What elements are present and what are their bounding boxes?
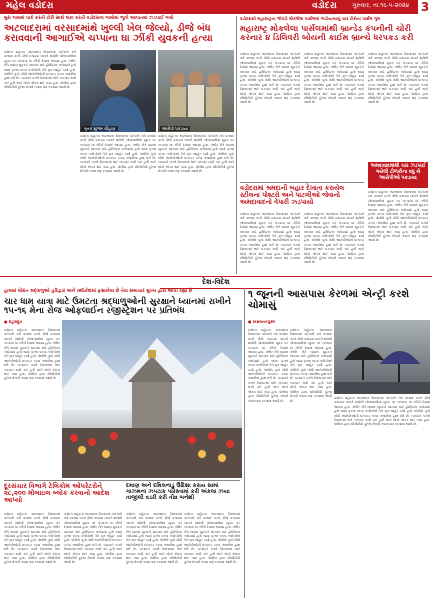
kerala-body-col2: વડોદરા શહેરના અટલાદરા વિસ્તારમાં ગઈકાલે રાત્રે વરસાદ વચ્ચે ડીજે વગાડવા બાબતે થયેલી બોલાચાલીમાં યુવક પર ચપ્પાના ઘા ઝીંકી દેવામાં આવ્યા હતા. ગંભીર રીતે ઘાયલ યુવકને સારવાર માટે હોસ્પિટલ ખસેડાયો હતો જ્યાં ફરજ પરના તબીબોએ તેને મૃત જાહેર કર્યો હતો. પોલીસે ગુનો નોંધી આરોપીઓની ધરપકડ કરવા તજવીજ હાથ ધરી છે. બનાવને પગલે વિસ્તારમાં ભારે ચકચાર મચી ગઈ હતી અને લોકો એકત્ર થઈ ગયા હતા. પોલીસ દ્વારા સીસીટીવી ફૂટેજ મેળવી તપાસ શરૂ કરવામાં આવી છે.	[290, 328, 332, 403]
story2-body-col1: વડોદરા શહેરના અટલાદરા વિસ્તારમાં ગઈકાલે રાત્રે વરસાદ વચ્ચે ડીજે વગાડવા બાબતે થયેલી બોલાચાલીમાં યુવક પર ચપ્પાના ઘા ઝીંકી દેવામાં આવ્યા હતા. ગંભીર રીતે ઘાયલ યુવકને સારવાર માટે હોસ્પિટલ ખસેડાયો હતો જ્યાં ફરજ પરના તબીબોએ તેને મૃત જાહેર કર્યો હતો. પોલીસે ગુનો નોંધી આરોપીઓની ધરપકડ કરવા તજવીજ હાથ ધરી છે. બનાવને પગલે વિસ્તારમાં ભારે ચકચાર મચી ગઈ હતી અને લોકો એકત્ર થઈ ગયા હતા. પોલીસ દ્વારા સીસીટીવી ફૂટેજ મેળવી તપાસ શરૂ કરવામાં આવી છે.	[240, 52, 300, 105]
story3-body-col1: વડોદરા શહેરના અટલાદરા વિસ્તારમાં ગઈકાલે રાત્રે વરસાદ વચ્ચે ડીજે વગાડવા બાબતે થયેલી બોલાચાલીમાં યુવક પર ચપ્પાના ઘા ઝીંકી દેવામાં આવ્યા હતા. ગંભીર રીતે ઘાયલ યુવકને સારવાર માટે હોસ્પિટલ ખસેડાયો હતો જ્યાં ફરજ પરના તબીબોએ તેને મૃત જાહેર કર્યો હતો. પોલીસે ગુનો નોંધી આરોપીઓની ધરપકડ કરવા તજવીજ હાથ ધરી છે. બનાવને પગલે વિસ્તારમાં ભારે ચકચાર મચી ગઈ હતી અને લોકો એકત્ર થઈ ગયા હતા. પોલીસ દ્વારા સીસીટીવી ફૂટેજ મેળવી તપાસ શરૂ કરવામાં આવી છે.	[240, 212, 300, 265]
story2-headline: મહારાષ્ટ્ર મોકલેલા પાર્સલમાંથી બ્રાન્ડેડ કંપનીની ચોરી કરનાર ૪ ડિલિવરી બોયની કાઈમ બ્રાન્ચે ધરપકડ કરી	[240, 23, 414, 42]
kerala-rain-photo	[334, 320, 430, 394]
group-people-icon	[158, 50, 234, 132]
national-headline: ચાર ધામ યાત્રા માટે ઉમટતા શ્રદ્ધાળુઓની સુરક્ષાને ધ્યાનમાં રાખીને ૧૫-૧૬ મેના રોજ ઓફલાઈન રજીસ્ટ્રેશન પર પ્રતિબંધ	[4, 297, 232, 317]
story2-body-col2: વડોદરા શહેરના અટલાદરા વિસ્તારમાં ગઈકાલે રાત્રે વરસાદ વચ્ચે ડીજે વગાડવા બાબતે થયેલી બોલાચાલીમાં યુવક પર ચપ્પાના ઘા ઝીંકી દેવામાં આવ્યા હતા. ગંભીર રીતે ઘાયલ યુવકને સારવાર માટે હોસ્પિટલ ખસેડાયો હતો જ્યાં ફરજ પરના તબીબોએ તેને મૃત જાહેર કર્યો હતો. પોલીસે ગુનો નોંધી આરોપીઓની ધરપકડ કરવા તજવીજ હાથ ધરી છે. બનાવને પગલે વિસ્તારમાં ભારે ચકચાર મચી ગઈ હતી અને લોકો એકત્ર થઈ ગયા હતા. પોલીસ દ્વારા સીસીટીવી ફૂટેજ મેળવી તપાસ શરૂ કરવામાં આવી છે.	[304, 52, 364, 105]
bottom-left-body-col2: વડોદરા શહેરના અટલાદરા વિસ્તારમાં ગઈકાલે રાત્રે વરસાદ વચ્ચે ડીજે વગાડવા બાબતે થયેલી બોલાચાલીમાં યુવક પર ચપ્પાના ઘા ઝીંકી દેવામાં આવ્યા હતા. ગંભીર રીતે ઘાયલ યુવકને સારવાર માટે હોસ્પિટલ ખસેડાયો હતો જ્યાં ફરજ પરના તબીબોએ તેને મૃત જાહેર કર્યો હતો. પોલીસે ગુનો નોંધી આરોપીઓની ધરપકડ કરવા તજવીજ હાથ ધરી છે. બનાવને પગલે વિસ્તારમાં ભારે ચકચાર મચી ગઈ હતી અને લોકો એકત્ર થઈ ગયા હતા. પોલીસ દ્વારા સીસીટીવી ફૂટેજ મેળવી તપાસ શરૂ કરવામાં આવી છે.	[64, 512, 122, 565]
column-divider	[236, 16, 237, 274]
page-number: 3	[418, 0, 432, 14]
story3-headline: વડોદરામાં શ્રમદાની બહાર દેખાતા કરાયેલ સ્ટીલના પોશ્ટરો અને પાટલીઓ જેવાનો અમદાવાદનો વેપારી ઝડપાયો	[240, 184, 345, 206]
story2-kicker: વડોદરાથી મહારાષ્ટ્રના ભીવંડી મોકલેલા પાર્સલમાં ગાંડીયાબાબું ચાર ટોરીના પાર્સલ ગુમ	[240, 16, 381, 21]
bottom-left-headline: દૂરસંચાર વિભાગે ટેલિકોમ ઓપરેટરોને ૨૮,૨૦૦ મોબાઇલ બ્લોક કરવાનો આદેશ આપ્યો	[4, 482, 110, 505]
temple-crowd-illustration	[62, 320, 242, 478]
umbrella-people-icon	[334, 320, 430, 394]
kerala-body-col1: વડોદરા શહેરના અટલાદરા વિસ્તારમાં ગઈકાલે રાત્રે વરસાદ વચ્ચે ડીજે વગાડવા બાબતે થયેલી બોલાચાલીમાં યુવક પર ચપ્પાના ઘા ઝીંકી દેવામાં આવ્યા હતા. ગંભીર રીતે ઘાયલ યુવકને સારવાર માટે હોસ્પિટલ ખસેડાયો હતો જ્યાં ફરજ પરના તબીબોએ તેને મૃત જાહેર કર્યો હતો. પોલીસે ગુનો નોંધી આરોપીઓની ધરપકડ કરવા તજવીજ હાથ ધરી છે. બનાવને પગલે વિસ્તારમાં ભારે ચકચાર મચી ગઈ હતી અને લોકો એકત્ર થઈ ગયા હતા. પોલીસ દ્વારા સીસીટીવી ફૂટેજ મેળવી તપાસ શરૂ કરવામાં આવી છે.	[248, 328, 288, 403]
section-title-left: મહેલ વડોદરા	[6, 1, 54, 11]
police-photo-caption: આરોપી પકડાયા	[162, 126, 189, 131]
police-photo	[158, 50, 234, 132]
kerala-headline: ૧ જૂનની આસપાસ કેરળમાં એન્ટ્રી કરશે ચોમાસું	[248, 289, 410, 311]
victim-photo	[80, 50, 156, 132]
kerala-body-col3: વડોદરા શહેરના અટલાદરા વિસ્તારમાં ગઈકાલે રાત્રે વરસાદ વચ્ચે ડીજે વગાડવા બાબતે થયેલી બોલાચાલીમાં યુવક પર ચપ્પાના ઘા ઝીંકી દેવામાં આવ્યા હતા. ગંભીર રીતે ઘાયલ યુવકને સારવાર માટે હોસ્પિટલ ખસેડાયો હતો જ્યાં ફરજ પરના તબીબોએ તેને મૃત જાહેર કર્યો હતો. પોલીસે ગુનો નોંધી આરોપીઓની ધરપકડ કરવા તજવીજ હાથ ધરી છે. બનાવને પગલે વિસ્તારમાં ભારે ચકચાર મચી ગઈ હતી અને લોકો એકત્ર થઈ ગયા હતા. પોલીસ દ્વારા સીસીટીવી ફૂટેજ મેળવી તપાસ શરૂ કરવામાં આવી છે.	[334, 396, 430, 427]
story1-kicker: મુરા ગામમાં પાકે કરતી ટોરી સાથે લંકા કરતી વડોદરાના ગામોમાં ભૂનો આપાતમાં ઝડપાઈ ગયો	[4, 16, 174, 21]
sidebar-body: વડોદરા શહેરના અટલાદરા વિસ્તારમાં ગઈકાલે રાત્રે વરસાદ વચ્ચે ડીજે વગાડવા બાબતે થયેલી બોલાચાલીમાં યુવક પર ચપ્પાના ઘા ઝીંકી દેવામાં આવ્યા હતા. ગંભીર રીતે ઘાયલ યુવકને સારવાર માટે હોસ્પિટલ ખસેડાયો હતો જ્યાં ફરજ પરના તબીબોએ તેને મૃત જાહેર કર્યો હતો. પોલીસે ગુનો નોંધી આરોપીઓની ધરપકડ કરવા તજવીજ હાથ ધરી છે. બનાવને પગલે વિસ્તારમાં ભારે ચકચાર મચી ગઈ હતી અને લોકો એકત્ર થઈ ગયા હતા. પોલીસ દ્વારા સીસીટીવી ફૂટેજ મેળવી તપાસ શરૂ કરવામાં આવી છે.	[368, 190, 428, 243]
person-silhouette-icon	[80, 50, 156, 132]
column-divider-lower	[244, 288, 245, 598]
bottom-left-body-col1: વડોદરા શહેરના અટલાદરા વિસ્તારમાં ગઈકાલે રાત્રે વરસાદ વચ્ચે ડીજે વગાડવા બાબતે થયેલી બોલાચાલીમાં યુવક પર ચપ્પાના ઘા ઝીંકી દેવામાં આવ્યા હતા. ગંભીર રીતે ઘાયલ યુવકને સારવાર માટે હોસ્પિટલ ખસેડાયો હતો જ્યાં ફરજ પરના તબીબોએ તેને મૃત જાહેર કર્યો હતો. પોલીસે ગુનો નોંધી આરોપીઓની ધરપકડ કરવા તજવીજ હાથ ધરી છે. બનાવને પગલે વિસ્તારમાં ભારે ચકચાર મચી ગઈ હતી અને લોકો એકત્ર થઈ ગયા હતા. પોલીસ દ્વારા સીસીટીવી ફૂટેજ મેળવી તપાસ શરૂ કરવામાં આવી છે.	[4, 512, 60, 565]
story1-headline: અટલાદરામાં વરસાદમાંથે ખુલ્લી ખેલ જેલ્યો, ડીજે બંધ કરાવવાની આગાઈએ ચપ્પાના ઘા ઝીંકી યુવકની હત્યા	[4, 23, 213, 45]
sidebar-red-box: અમદાવાદમાંથી ચાર ઝડપાઈ ગયેલી ટોળકીના વધુ બે આરોપીઓ પકડાયા	[368, 162, 428, 188]
bottom-mid-headline: દમાણ અને દમિલનાડુ ઉદિશા કરાય સામાં ગાઝમના ઝપટાક પરિસ્તામાં કરી અંકલા ઝયા તાજીલી વડરી કરી તીવ્ર બનેશી	[126, 483, 230, 502]
story3-rule	[240, 182, 364, 183]
story1-body-col1: વડોદરા શહેરના અટલાદરા વિસ્તારમાં ગઈકાલે રાત્રે વરસાદ વચ્ચે ડીજે વગાડવા બાબતે થયેલી બોલાચાલીમાં યુવક પર ચપ્પાના ઘા ઝીંકી દેવામાં આવ્યા હતા. ગંભીર રીતે ઘાયલ યુવકને સારવાર માટે હોસ્પિટલ ખસેડાયો હતો જ્યાં ફરજ પરના તબીબોએ તેને મૃત જાહેર કર્યો હતો. પોલીસે ગુનો નોંધી આરોપીઓની ધરપકડ કરવા તજવીજ હાથ ધરી છે. બનાવને પગલે વિસ્તારમાં ભારે ચકચાર મચી ગઈ હતી અને લોકો એકત્ર થઈ ગયા હતા. પોલીસ દ્વારા સીસીટીવી ફૂટેજ મેળવી તપાસ શરૂ કરવામાં આવી છે.	[4, 50, 76, 90]
story3-body-col2: વડોદરા શહેરના અટલાદરા વિસ્તારમાં ગઈકાલે રાત્રે વરસાદ વચ્ચે ડીજે વગાડવા બાબતે થયેલી બોલાચાલીમાં યુવક પર ચપ્પાના ઘા ઝીંકી દેવામાં આવ્યા હતા. ગંભીર રીતે ઘાયલ યુવકને સારવાર માટે હોસ્પિટલ ખસેડાયો હતો જ્યાં ફરજ પરના તબીબોએ તેને મૃત જાહેર કર્યો હતો. પોલીસે ગુનો નોંધી આરોપીઓની ધરપકડ કરવા તજવીજ હાથ ધરી છે. બનાવને પગલે વિસ્તારમાં ભારે ચકચાર મચી ગઈ હતી અને લોકો એકત્ર થઈ ગયા હતા. પોલીસ દ્વારા સીસીટીવી ફૂટેજ મેળવી તપાસ શરૂ કરવામાં આવી છે.	[304, 212, 364, 265]
section-title-right: વડોદરા	[312, 1, 337, 11]
page-header	[0, 0, 432, 14]
kedarnath-temple-photo	[62, 320, 242, 478]
bottom-left-rule	[4, 480, 240, 481]
kerala-dateline: ● તિરુવનંતપુરમ	[248, 320, 275, 324]
national-body-col1: વડોદરા શહેરના અટલાદરા વિસ્તારમાં ગઈકાલે રાત્રે વરસાદ વચ્ચે ડીજે વગાડવા બાબતે થયેલી બોલાચાલીમાં યુવક પર ચપ્પાના ઘા ઝીંકી દેવામાં આવ્યા હતા. ગંભીર રીતે ઘાયલ યુવકને સારવાર માટે હોસ્પિટલ ખસેડાયો હતો જ્યાં ફરજ પરના તબીબોએ તેને મૃત જાહેર કર્યો હતો. પોલીસે ગુનો નોંધી આરોપીઓની ધરપકડ કરવા તજવીજ હાથ ધરી છે. બનાવને પગલે વિસ્તારમાં ભારે ચકચાર મચી ગઈ હતી અને લોકો એકત્ર થઈ ગયા હતા. પોલીસ દ્વારા સીસીટીવી ફૂટેજ મેળવી તપાસ શરૂ કરવામાં આવી છે.	[4, 328, 60, 381]
story2-body-col3: વડોદરા શહેરના અટલાદરા વિસ્તારમાં ગઈકાલે રાત્રે વરસાદ વચ્ચે ડીજે વગાડવા બાબતે થયેલી બોલાચાલીમાં યુવક પર ચપ્પાના ઘા ઝીંકી દેવામાં આવ્યા હતા. ગંભીર રીતે ઘાયલ યુવકને સારવાર માટે હોસ્પિટલ ખસેડાયો હતો જ્યાં ફરજ પરના તબીબોએ તેને મૃત જાહેર કર્યો હતો. પોલીસે ગુનો નોંધી આરોપીઓની ધરપકડ કરવા તજવીજ હાથ ધરી છે. બનાવને પગલે વિસ્તારમાં ભારે ચકચાર મચી ગઈ હતી અને લોકો એકત્ર થઈ ગયા હતા. પોલીસ દ્વારા સીસીટીવી ફૂટેજ મેળવી તપાસ શરૂ કરવામાં આવી છે.	[368, 52, 428, 105]
bottom-mid-body-col1: વડોદરા શહેરના અટલાદરા વિસ્તારમાં ગઈકાલે રાત્રે વરસાદ વચ્ચે ડીજે વગાડવા બાબતે થયેલી બોલાચાલીમાં યુવક પર ચપ્પાના ઘા ઝીંકી દેવામાં આવ્યા હતા. ગંભીર રીતે ઘાયલ યુવકને સારવાર માટે હોસ્પિટલ ખસેડાયો હતો જ્યાં ફરજ પરના તબીબોએ તેને મૃત જાહેર કર્યો હતો. પોલીસે ગુનો નોંધી આરોપીઓની ધરપકડ કરવા તજવીજ હાથ ધરી છે. બનાવને પગલે વિસ્તારમાં ભારે ચકચાર મચી ગઈ હતી અને લોકો એકત્ર થઈ ગયા હતા. પોલીસ દ્વારા સીસીટીવી ફૂટેજ મેળવી તપાસ શરૂ કરવામાં આવી છે.	[126, 512, 182, 565]
national-kicker: હાલમાં ઘોરાંત શ્રદ્ધાળુઓ હરિદ્વાર અને ઋષિકેશમાં ફસાયેલા છે તેવા સમાચાર મુખ્ય દ્વારા આપી રહ્યા છે	[4, 289, 193, 294]
story1-body-col3: વડોદરા શહેરના અટલાદરા વિસ્તારમાં ગઈકાલે રાત્રે વરસાદ વચ્ચે ડીજે વગાડવા બાબતે થયેલી બોલાચાલીમાં યુવક પર ચપ્પાના ઘા ઝીંકી દેવામાં આવ્યા હતા. ગંભીર રીતે ઘાયલ યુવકને સારવાર માટે હોસ્પિટલ ખસેડાયો હતો જ્યાં ફરજ પરના તબીબોએ તેને મૃત જાહેર કર્યો હતો. પોલીસે ગુનો નોંધી આરોપીઓની ધરપકડ કરવા તજવીજ હાથ ધરી છે. બનાવને પગલે વિસ્તારમાં ભારે ચકચાર મચી ગઈ હતી અને લોકો એકત્ર થઈ ગયા હતા. પોલીસ દ્વારા સીસીટીવી ફૂટેજ મેળવી તપાસ શરૂ કરવામાં આવી છે.	[158, 134, 234, 174]
national-band	[160, 278, 272, 289]
story1-body-col2: વડોદરા શહેરના અટલાદરા વિસ્તારમાં ગઈકાલે રાત્રે વરસાદ વચ્ચે ડીજે વગાડવા બાબતે થયેલી બોલાચાલીમાં યુવક પર ચપ્પાના ઘા ઝીંકી દેવામાં આવ્યા હતા. ગંભીર રીતે ઘાયલ યુવકને સારવાર માટે હોસ્પિટલ ખસેડાયો હતો જ્યાં ફરજ પરના તબીબોએ તેને મૃત જાહેર કર્યો હતો. પોલીસે ગુનો નોંધી આરોપીઓની ધરપકડ કરવા તજવીજ હાથ ધરી છે. બનાવને પગલે વિસ્તારમાં ભારે ચકચાર મચી ગઈ હતી અને લોકો એકત્ર થઈ ગયા હતા. પોલીસ દ્વારા સીસીટીવી ફૂટેજ મેળવી તપાસ શરૂ કરવામાં આવી છે.	[80, 134, 156, 174]
bottom-mid-body-col2: વડોદરા શહેરના અટલાદરા વિસ્તારમાં ગઈકાલે રાત્રે વરસાદ વચ્ચે ડીજે વગાડવા બાબતે થયેલી બોલાચાલીમાં યુવક પર ચપ્પાના ઘા ઝીંકી દેવામાં આવ્યા હતા. ગંભીર રીતે ઘાયલ યુવકને સારવાર માટે હોસ્પિટલ ખસેડાયો હતો જ્યાં ફરજ પરના તબીબોએ તેને મૃત જાહેર કર્યો હતો. પોલીસે ગુનો નોંધી આરોપીઓની ધરપકડ કરવા તજવીજ હાથ ધરી છે. બનાવને પગલે વિસ્તારમાં ભારે ચકચાર મચી ગઈ હતી અને લોકો એકત્ર થઈ ગયા હતા. પોલીસ દ્વારા સીસીટીવી ફૂટેજ મેળવી તપાસ શરૂ કરવામાં આવી છે.	[184, 512, 240, 565]
band-rule-top	[0, 276, 432, 277]
national-dateline-1: ● દેહરાદૂન	[4, 320, 23, 324]
victim-photo-caption: મૃતક શુભમ ચૌહાણ	[84, 126, 116, 131]
national-band-title: દેશ-વિદેશ	[202, 278, 230, 286]
